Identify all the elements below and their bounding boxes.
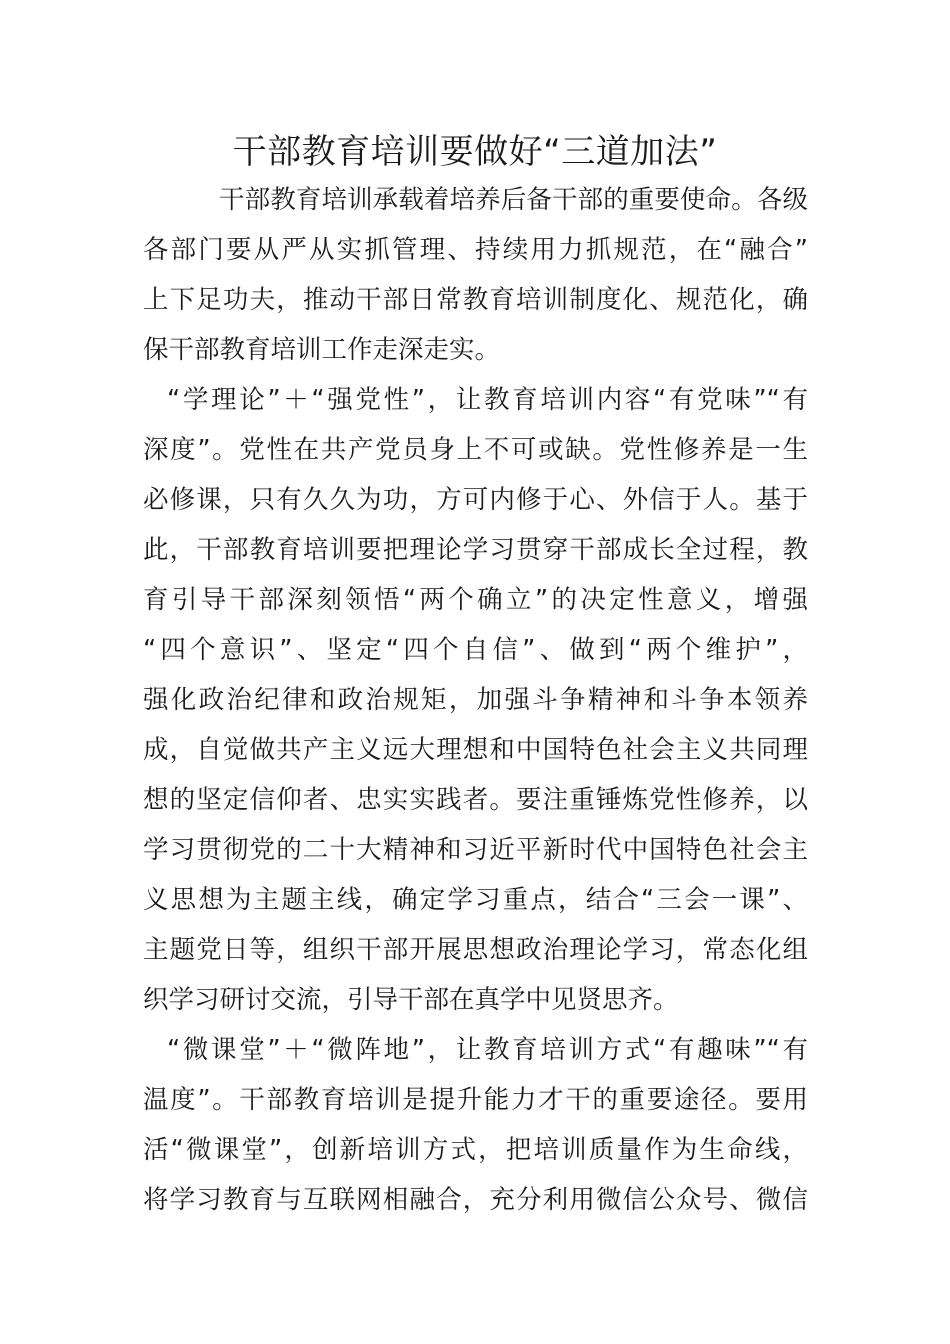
paragraph-line: 活“微课堂”，创新培训方式，把培训质量作为生命线， <box>143 1135 808 1165</box>
paragraph-line: 温度”。干部教育培训是提升能力才干的重要途径。要用 <box>143 1085 808 1115</box>
paragraph-line: 强化政治纪律和政治规矩，加强斗争精神和斗争本领养 <box>143 685 808 715</box>
paragraph-line: “微课堂”＋“微阵地”，让教育培训方式“有趣味”“有 <box>167 1035 808 1065</box>
paragraph-line: 深度”。党性在共产党员身上不可或缺。党性修养是一生 <box>143 435 808 465</box>
paragraph-line: 各部门要从严从实抓管理、持续用力抓规范，在“融合” <box>143 235 808 265</box>
paragraph-line: 干部教育培训承载着培养后备干部的重要使命。各级 <box>219 185 808 215</box>
document-body <box>143 175 808 1225</box>
paragraph-line: “四个意识”、坚定“四个自信”、做到“两个维护”， <box>143 635 808 665</box>
paragraph-line: 织学习研讨交流，引导干部在真学中见贤思齐。 <box>143 985 679 1015</box>
paragraph-line: “学理论”＋“强党性”，让教育培训内容“有党味”“有 <box>167 385 808 415</box>
paragraph-line: 上下足功夫，推动干部日常教育培训制度化、规范化，确 <box>143 285 808 315</box>
paragraph-line: 此，干部教育培训要把理论学习贯穿干部成长全过程，教 <box>143 535 808 565</box>
paragraph-line: 学习贯彻党的二十大精神和习近平新时代中国特色社会主 <box>143 835 808 865</box>
document-title: 干部教育培训要做好“三道加法” <box>232 132 718 172</box>
paragraph-line: 想的坚定信仰者、忠实实践者。要注重锤炼党性修养，以 <box>143 785 808 815</box>
paragraph-line: 育引导干部深刻领悟“两个确立”的决定性意义，增强 <box>143 585 808 615</box>
paragraph-line: 将学习教育与互联网相融合，充分利用微信公众号、微信 <box>143 1185 808 1215</box>
paragraph-line: 必修课，只有久久为功，方可内修于心、外信于人。基于 <box>143 485 808 515</box>
paragraph-line: 成，自觉做共产主义远大理想和中国特色社会主义共同理 <box>143 735 808 765</box>
paragraph-line: 义思想为主题主线，确定学习重点，结合“三会一课”、 <box>143 885 808 915</box>
paragraph-line: 主题党日等，组织干部开展思想政治理论学习，常态化组 <box>143 935 808 965</box>
paragraph-line: 保干部教育培训工作走深走实。 <box>143 335 501 365</box>
